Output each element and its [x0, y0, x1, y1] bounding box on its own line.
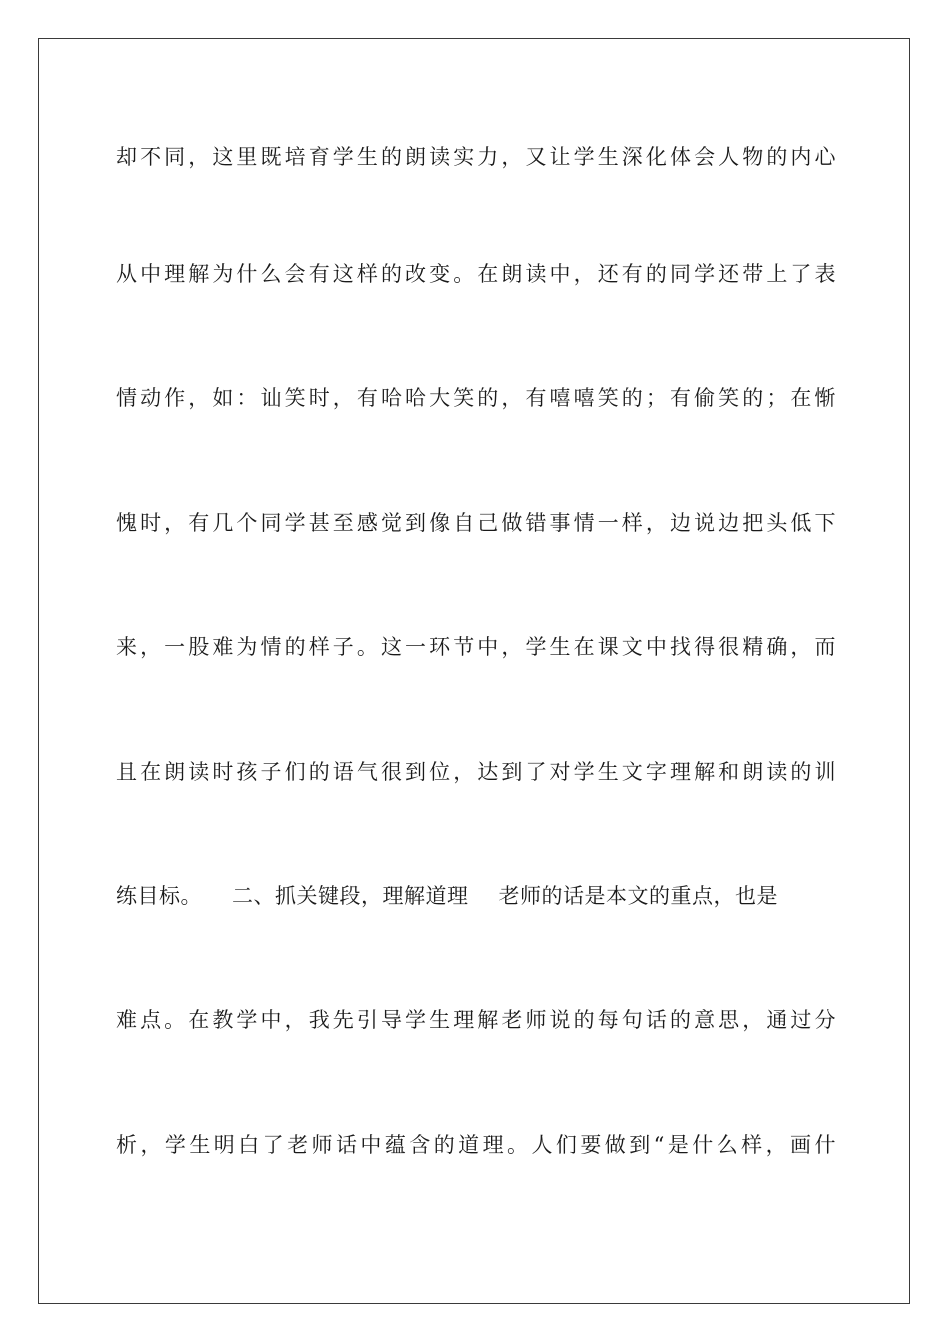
body-text-line-with-heading [116, 881, 836, 911]
body-text-line: 从中理解为什么会有这样的改变。在朗读中，还有的同学还带上了表 [116, 262, 836, 286]
body-text-line: 且在朗读时孩子们的语气很到位，达到了对学生文字理解和朗读的训 [116, 760, 836, 784]
section-heading: 二、抓关键段，理解道理 [232, 884, 469, 908]
paragraph-end-text: 练目标。 [116, 884, 202, 908]
page-border [38, 38, 910, 1304]
body-text-line: 难点。在教学中，我先引导学生理解老师说的每句话的意思，通过分 [116, 1008, 836, 1032]
paragraph-start-text: 老师的话是本文的重点，也是 [498, 884, 778, 908]
body-text-line: 情动作，如：讪笑时，有哈哈大笑的，有嘻嘻笑的；有偷笑的；在惭 [116, 386, 836, 410]
body-text-line: 却不同，这里既培育学生的朗读实力，又让学生深化体会人物的内心 [116, 145, 836, 169]
body-text-line: 愧时，有几个同学甚至感觉到像自己做错事情一样，边说边把头低下 [116, 511, 836, 535]
body-text-line: 析，学生明白了老师话中蕴含的道理。人们要做到“是什么样，画什 [116, 1133, 836, 1157]
body-text-line: 来，一股难为情的样子。这一环节中，学生在课文中找得很精确，而 [116, 635, 836, 659]
